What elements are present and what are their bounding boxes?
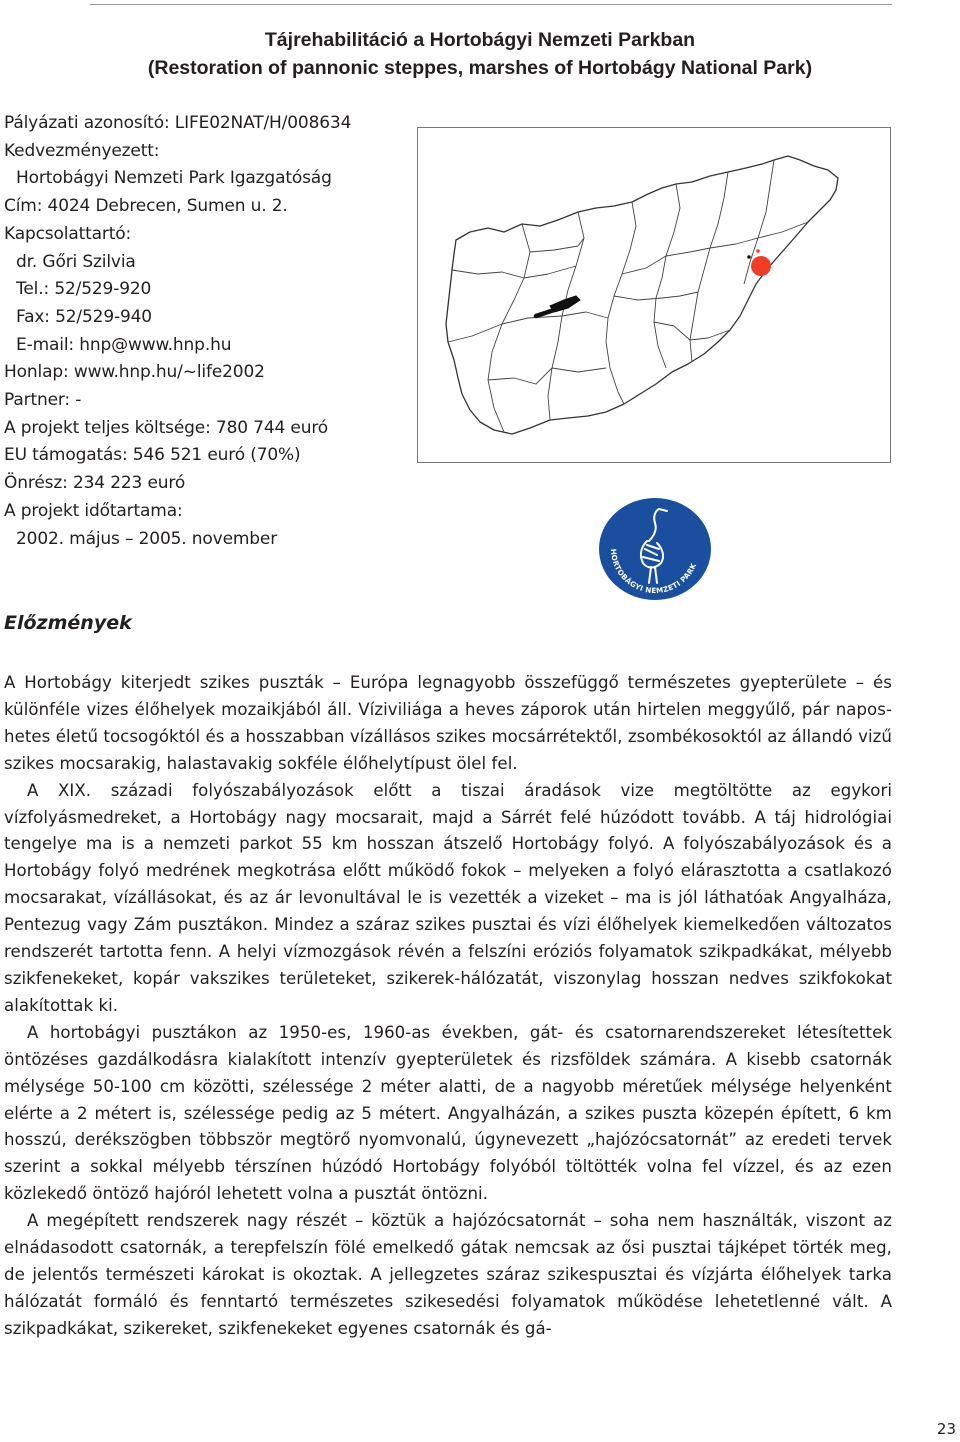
info-line-website: Honlap: www.hnp.hu/~life2002 [4, 362, 265, 383]
title-hungarian: Tájrehabilitáció a Hortobágyi Nemzeti Parkban [264, 29, 696, 51]
info-line-duration-label: A projekt időtartama: [4, 500, 183, 521]
small-marker-b [747, 255, 751, 259]
info-line-email: E-mail: hnp@www.hnp.hu [16, 334, 232, 355]
park-logo [597, 497, 713, 602]
info-line-total-cost: A projekt teljes költsége: 780 744 euró [4, 417, 329, 438]
title-block [0, 26, 960, 82]
info-line-id: Pályázati azonosító: LIFE02NAT/H/008634 [4, 113, 352, 133]
info-line-beneficiary: Hortobágyi Nemzeti Park Igazgatóság [16, 168, 332, 189]
title-english: (Restoration of pannonic steppes, marshes of Hortobágy National Park) [147, 57, 813, 79]
info-line-partner: Partner: - [4, 390, 82, 411]
county-borders [448, 160, 808, 432]
lake-balaton [550, 296, 580, 312]
project-info [4, 110, 404, 553]
paragraph-1: A Hortobágy kiterjedt szikes puszták – Európa legnagyobb összefüggő természetes gyepterülete – és különféle vizes élőhelyek mozaikjából áll. Víziviliága a heves záporok után hirtelen meggyűlő, pár napos-hetes életű tocsogóktól és a hosszabban vízállásos szikes mocsárrétektől, zsombékosoktól az állandó vizű szikes mocsarakig, halastavakig sokféle élőhelytípust ölel fel. [4, 673, 892, 773]
logo-ring-text: HORTOBÁGYI NEMZETI PARK [608, 548, 699, 596]
body-text [4, 670, 892, 1343]
hungary-map-svg [418, 128, 889, 461]
hungary-map [417, 127, 891, 463]
paragraph-4: A megépített rendszerek nagy részét – köztük a hajózócsatornát – soha nem használták, viszont az elnádasodott csatornák, a terepfelszín fölé emelkedő gátak nemcsak az ősi pusztai tájképet törték meg, de jelentős természeti károkat is okoztak. A jellegzetes száraz szikespusztai és vízjárta élőhelyek tarka hálózatát formáló és fenntartó természetes szikesedési folyamatok működése lehetetlenné vált. A szikpadkákat, szikereket, szikfenekeket egyenes csatornák és gá- [4, 1211, 892, 1338]
info-line-beneficiary-label: Kedvezményezett: [4, 140, 160, 161]
page-number: 23 [936, 1420, 956, 1438]
country-outline [446, 156, 838, 434]
info-line-phone: Tel.: 52/529-920 [16, 279, 152, 300]
section-heading: Előzmények [4, 612, 132, 634]
paragraph-2: A XIX. századi folyószabályozások előtt a tiszai áradások vize megtöltötte az egykori vízfolyásmedreket, a Hortobágy nagy mocsarait, majd a Sárrét felé húzódott tovább. A táj hidrológiai tengelye ma is a nemzeti parkot 55 km hosszan átszelő Hortobágy folyó. A folyószabályozások és a Hortobágy folyó medrének megkotrása előtt működő fokok – melyeken a folyó elárasztotta a csatlakozó mocsarakat, vízállásokat, és az ár levonultával le is vezették a vizeket – ma is jól láthatóak Angyalháza, Pentezug vagy Zám pusztákon. Mindez a száraz szikes pusztai és vízi élőhelyek kiemelkedően változatos rendszerét tartotta fenn. A helyi vízmozgások révén a felszíni eróziós folyamatok szikpadkákat, mélyebb szikfenekeket, kopár vakszikes területeket, szikerek-hálózatát, viszonylag hosszan nedves szikfokokat alakítottak ki. [4, 780, 892, 1015]
info-line-fax: Fax: 52/529-940 [16, 306, 152, 327]
paragraph-3: A hortobágyi pusztákon az 1950-es, 1960-as években, gát- és csatornarendszereket létesítettek öntözéses gazdálkodásra kialakított intenzív gyepterületek és rizsföldek számára. A kisebb csatornák mélysége 50-100 cm közötti, szélessége 2 méter alatti, de a nagyobb méretűek mélysége helyenként elérte a 2 métert is, szélessége pedig az 5 métert. Angyalházán, a szikes puszta közepén épített, 6 km hosszú, derékszögben többször megtörő nyomvonalú, úgynevezett „hajózócsatornát” az eredeti tervek szerint a sokkal mélyebb térszínen húzódó Hortobágy folyóból töltötték volna fel vízzel, és az ezen közlekedő öntöző hajóról lehetett volna a pusztát öntözni. [4, 1022, 892, 1204]
info-line-contact-name: dr. Gőri Szilvia [16, 251, 136, 272]
small-marker-a [756, 249, 760, 253]
info-line-eu-support: EU támogatás: 546 521 euró (70%) [4, 445, 301, 466]
info-line-address: Cím: 4024 Debrecen, Sumen u. 2. [4, 196, 288, 217]
info-line-duration: 2002. május – 2005. november [16, 528, 278, 549]
location-marker [751, 256, 771, 276]
info-line-own-share: Önrész: 234 223 euró [4, 473, 186, 494]
info-line-contact-label: Kapcsolattartó: [4, 223, 132, 244]
top-rule [90, 4, 892, 5]
